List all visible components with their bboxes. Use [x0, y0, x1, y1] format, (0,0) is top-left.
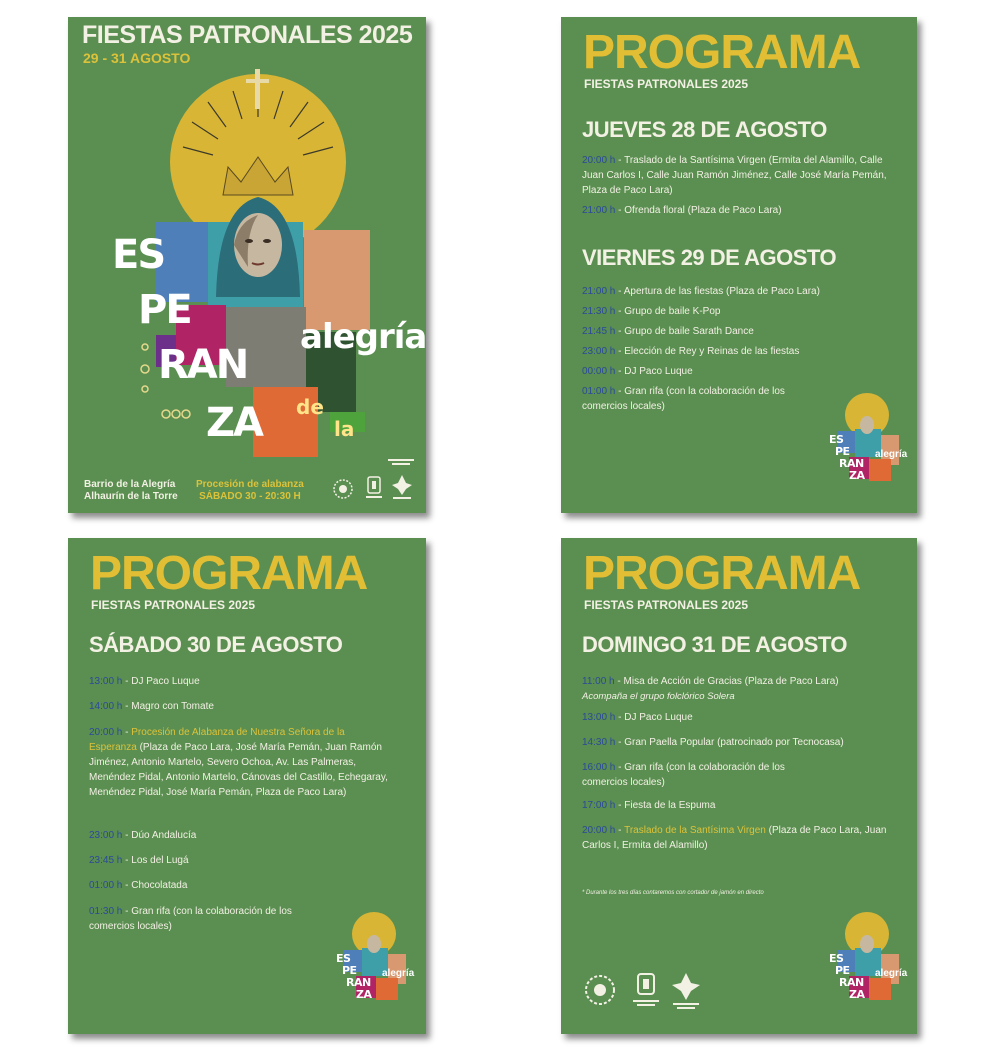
- small-brand-icon: [388, 457, 414, 467]
- mini-esperanza-logo: [823, 391, 913, 487]
- event-text: Chocolatada: [131, 880, 188, 891]
- mini-word-ran: RAN: [839, 457, 864, 470]
- sun-logo-icon: [583, 972, 617, 1008]
- town-hall-crest-icon: [631, 970, 661, 1010]
- event-time: 20:00 h: [582, 825, 616, 836]
- word-za: ZA: [206, 400, 262, 446]
- event-text: Elección de Rey y Reinas de las fiestas: [624, 346, 800, 357]
- event-time: 13:00 h: [89, 676, 123, 687]
- event-item: 16:00 h - Gran rifa (con la colaboración de los comercios locales): [582, 762, 785, 788]
- mini-word-alegria: alegría: [875, 968, 908, 979]
- mini-word-pe: PE: [835, 445, 850, 458]
- event-item: 21:00 h - Apertura de las fiestas (Plaza de Paco Lara): [582, 286, 820, 297]
- cover-place: [84, 479, 178, 503]
- event-item: 21:30 h - Grupo de baile K-Pop: [582, 306, 721, 317]
- event-time: 17:00 h: [582, 800, 616, 811]
- event-text: Magro con Tomate: [131, 701, 214, 712]
- mini-word-ran: RAN: [839, 976, 864, 989]
- block-salmon: [304, 230, 370, 330]
- event-time: 00:00 h: [582, 366, 616, 377]
- event-time: 01:00 h: [582, 386, 616, 397]
- event-text: DJ Paco Luque: [131, 676, 200, 687]
- mini-word-pe: PE: [342, 964, 357, 977]
- cover-poster: [68, 17, 426, 513]
- place-line2: Alhaurín de la Torre: [84, 491, 178, 502]
- event-text: Apertura de las fiestas (Plaza de Paco Lara): [623, 286, 820, 297]
- day-heading-sunday: DOMINGO 31 DE AGOSTO: [582, 632, 848, 657]
- fiestas-logo-icon: [669, 970, 703, 1010]
- program-page-thursday-friday: [561, 17, 917, 513]
- event-item: 13:00 h - DJ Paco Luque: [582, 712, 693, 723]
- event-text: Misa de Acción de Gracias (Plaza de Paco Lara): [623, 676, 839, 687]
- program-title: PROGRAMA: [583, 26, 861, 79]
- mini-word-za: ZA: [849, 988, 865, 1001]
- footnote: * Durante los tres días contaremos con cortador de jamón en directo: [582, 890, 764, 896]
- event-text: Traslado de la Santísima Virgen (Ermita del Alamillo, Calle Juan Carlos I, Calle Juan Ramón Jiménez, Calle José María Pemán, Plaza de Paco Lara): [582, 155, 887, 196]
- event-time: 14:00 h: [89, 701, 123, 712]
- event-time: 13:00 h: [582, 712, 616, 723]
- event-item: 14:00 h - Magro con Tomate: [89, 701, 214, 712]
- fiestas-logo-icon: [390, 473, 414, 503]
- event-item: 20:00 h - Traslado de la Santísima Virgen (Plaza de Paco Lara, Juan Carlos I, Ermita del Alamillo): [582, 825, 887, 851]
- mini-word-za: ZA: [849, 469, 865, 482]
- event-time: 20:00 h: [582, 155, 616, 166]
- event-text: (Plaza de Paco Lara, Juan Carlos I, Ermita del Alamillo): [582, 825, 887, 851]
- eye-left: [245, 239, 253, 243]
- mini-word-es: ES: [829, 952, 844, 965]
- eye-right: [263, 239, 271, 243]
- event-time: 16:00 h: [582, 762, 616, 773]
- event-text: Gran rifa (con la colaboración de los comercios locales): [582, 386, 785, 412]
- town-hall-crest-icon: [364, 473, 384, 503]
- event-text: Gran rifa (con la colaboración de los comercios locales): [582, 762, 785, 788]
- event-text: DJ Paco Luque: [624, 712, 693, 723]
- event-item: 21:45 h - Grupo de baile Sarath Dance: [582, 326, 754, 337]
- mini-word-es: ES: [336, 952, 351, 965]
- mini-word-za: ZA: [356, 988, 372, 1001]
- program-subtitle: FIESTAS PATRONALES 2025: [584, 77, 749, 91]
- cross-vertical: [255, 69, 260, 109]
- event-time: 21:45 h: [582, 326, 616, 337]
- event-text: Gran Paella Popular (patrocinado por Tecnocasa): [624, 737, 844, 748]
- event-item: 01:00 h - Chocolatada: [89, 880, 188, 891]
- event-time: 20:00 h: [89, 727, 123, 738]
- event-time: 21:00 h: [582, 286, 616, 297]
- event-item: 00:00 h - DJ Paco Luque: [582, 366, 693, 377]
- event-item: 20:00 h - Traslado de la Santísima Virgen (Ermita del Alamillo, Calle Juan Carlos I, Calle Juan Ramón Jiménez, Calle José María Pemán, Plaza de Paco Lara): [582, 155, 887, 196]
- event-item: 01:30 h - Gran rifa (con la colaboración de los comercios locales): [89, 906, 292, 932]
- mini-word-alegria: alegría: [875, 449, 908, 460]
- event-time: 23:45 h: [89, 855, 123, 866]
- event-item: 23:00 h - Elección de Rey y Reinas de las fiestas: [582, 346, 800, 357]
- event-item: 01:00 h - Gran rifa (con la colaboración de los comercios locales): [582, 386, 785, 412]
- event-text: Gran rifa (con la colaboración de los comercios locales): [89, 906, 292, 932]
- event-time: 23:00 h: [89, 830, 123, 841]
- sun-logo-icon: [332, 476, 354, 502]
- event-item: 13:00 h - DJ Paco Luque: [89, 676, 200, 687]
- event-item: 21:00 h - Ofrenda floral (Plaza de Paco Lara): [582, 205, 782, 216]
- event-text: Grupo de baile Sarath Dance: [624, 326, 754, 337]
- program-page-sunday: [561, 538, 917, 1034]
- program-page-saturday: [68, 538, 426, 1034]
- event-time: 21:30 h: [582, 306, 616, 317]
- word-pe: PE: [138, 287, 191, 333]
- word-ran: RAN: [158, 342, 248, 388]
- mini-word-es: ES: [829, 433, 844, 446]
- cross-horizontal: [246, 79, 269, 83]
- event-note: Acompaña el grupo folclórico Solera: [582, 691, 735, 702]
- word-es: ES: [112, 232, 165, 278]
- day-heading-saturday: SÁBADO 30 DE AGOSTO: [89, 632, 343, 657]
- procession-line2: SÁBADO 30 - 20:30 H: [199, 491, 301, 502]
- word-alegria: alegría: [300, 317, 426, 357]
- program-subtitle: FIESTAS PATRONALES 2025: [91, 598, 256, 612]
- event-text: Fiesta de la Espuma: [624, 800, 716, 811]
- mini-esperanza-logo: [330, 910, 420, 1006]
- event-time: 11:00 h: [582, 676, 615, 687]
- event-time: 14:30 h: [582, 737, 616, 748]
- event-time: 23:00 h: [582, 346, 616, 357]
- event-time: 01:30 h: [89, 906, 123, 917]
- word-de: de: [296, 395, 324, 419]
- cover-dates: 29 - 31 AGOSTO: [83, 50, 191, 66]
- program-title: PROGRAMA: [90, 547, 368, 600]
- cover-procession: [196, 479, 304, 503]
- event-time: 21:00 h: [582, 205, 616, 216]
- event-text: Los del Lugá: [131, 855, 189, 866]
- program-subtitle: FIESTAS PATRONALES 2025: [584, 598, 749, 612]
- event-text: Ofrenda floral (Plaza de Paco Lara): [624, 205, 782, 216]
- event-text: (Plaza de Paco Lara, José María Pemán, Juan Ramón Jiménez, Antonio Martelo, Severo Ochoa, Av. Las Palmeras, Menéndez Pidal, Antonio Martelo, Cánovas del Castillo, Echegaray, Menéndez Pidal, José María Pemán, Plaza de Paco Lara): [89, 742, 388, 798]
- mini-word-pe: PE: [835, 964, 850, 977]
- event-text: Grupo de baile K-Pop: [624, 306, 721, 317]
- mini-word-alegria: alegría: [382, 968, 415, 979]
- day-heading-thursday: JUEVES 28 DE AGOSTO: [582, 117, 827, 142]
- event-item: 17:00 h - Fiesta de la Espuma: [582, 800, 716, 811]
- word-la: la: [334, 417, 355, 441]
- day-heading-friday: VIERNES 29 DE AGOSTO: [582, 245, 837, 270]
- event-item: 14:30 h - Gran Paella Popular (patrocinado por Tecnocasa): [582, 737, 844, 748]
- event-text: Dúo Andalucía: [131, 830, 197, 841]
- event-highlight: Traslado de la Santísima Virgen: [624, 825, 766, 836]
- cover-title: FIESTAS PATRONALES 2025: [82, 21, 413, 49]
- program-title: PROGRAMA: [583, 547, 861, 600]
- event-item: 23:45 h - Los del Lugá: [89, 855, 189, 866]
- mini-word-ran: RAN: [346, 976, 371, 989]
- event-item: 23:00 h - Dúo Andalucía: [89, 830, 197, 841]
- event-item: 20:00 h - Procesión de Alabanza de Nuestra Señora de la Esperanza (Plaza de Paco Lara, José María Pemán, Juan Ramón Jiménez, Antonio Martelo, Severo Ochoa, Av. Las Palmeras, Menéndez Pidal, Antonio Martelo, Cánovas del Castillo, Echegaray, Menéndez Pidal, José María Pemán, Plaza de Paco Lara): [89, 727, 388, 798]
- event-text: DJ Paco Luque: [624, 366, 693, 377]
- mini-esperanza-logo: [823, 910, 913, 1006]
- event-highlight: Procesión de Alabanza de Nuestra Señora de la Esperanza: [89, 727, 345, 753]
- place-line1: Barrio de la Alegría: [84, 479, 176, 490]
- procession-line1: Procesión de alabanza: [196, 479, 304, 490]
- event-item: 11:00 h - Misa de Acción de Gracias (Plaza de Paco Lara) Acompaña el grupo folclórico Solera: [582, 676, 839, 702]
- event-time: 01:00 h: [89, 880, 123, 891]
